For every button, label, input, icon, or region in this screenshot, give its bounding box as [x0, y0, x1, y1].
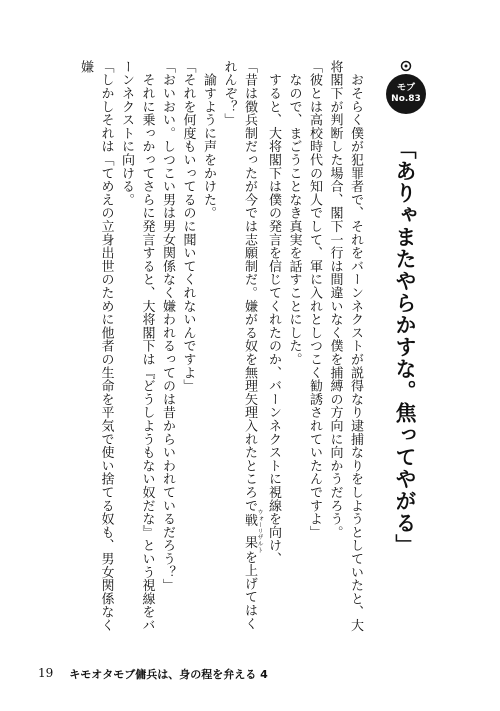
- paragraph: 「彼とは高校時代の知人でして、軍に入れとしつこく勧誘されていたんですよ」: [307, 60, 322, 539]
- paragraph: 「しかしそれは「てめえの立身出世のために他者の生命を平気で使い捨てる奴も、男女関係なく嫌: [78, 60, 114, 632]
- paragraph: それに乗っかってさらに発言すると、大将閣下は『どうしようもない奴だな』という視線をバーンネクストに向ける。: [119, 60, 155, 632]
- paragraph-with-ruby: [218, 60, 263, 640]
- page-number: 19: [38, 666, 54, 680]
- paragraph: なので、まごうことなき真実を話すことにした。: [286, 60, 302, 366]
- paragraph: 「おいおい。しつこい男は男女関係なく嫌われるってのは昔からいわれているだろう？」: [160, 60, 175, 592]
- paragraph: 諭すように声をかけた。: [201, 60, 216, 220]
- ruby-word: [242, 509, 263, 554]
- paragraph: すると、大将閣下は僕の発言を信じてくれたのか、バーンネクストに視線を向け、: [266, 60, 281, 566]
- mob-head-icon: [400, 60, 412, 72]
- page-footer: [38, 666, 268, 682]
- badge-number: No.83: [391, 94, 421, 104]
- paragraph: おそらく僕が犯罪者で、それをバーンネクストが説得なり逮捕なりをしようとしていたと、大将閣下が判断した場合、閣下一行は間違いなく僕を捕縛の方向に向かうだろう。: [327, 60, 363, 632]
- chapter-title: 「ありゃまたやらかすな。焦ってやがる」: [393, 138, 417, 556]
- badge-word: モブ: [396, 83, 415, 93]
- mob-badge: [384, 60, 428, 130]
- ruby-base: 戦果: [242, 509, 257, 554]
- ruby-after: を上げてはくれんぞ？」: [221, 60, 257, 631]
- body-text: [35, 60, 365, 640]
- book-title: キモオタモブ傭兵は、身の程を弁える 4: [69, 668, 268, 681]
- ruby-before: 「昔は徴兵制だったが今では志願制だ。嫌がる奴を無理矢理入れたところで: [242, 60, 257, 513]
- paragraph: 「それを何度もいってるのに聞いてくれないんですよ」: [180, 60, 196, 393]
- ruby-reading: ウォーリザルト: [256, 509, 263, 554]
- mob-number-bubble: [386, 74, 426, 114]
